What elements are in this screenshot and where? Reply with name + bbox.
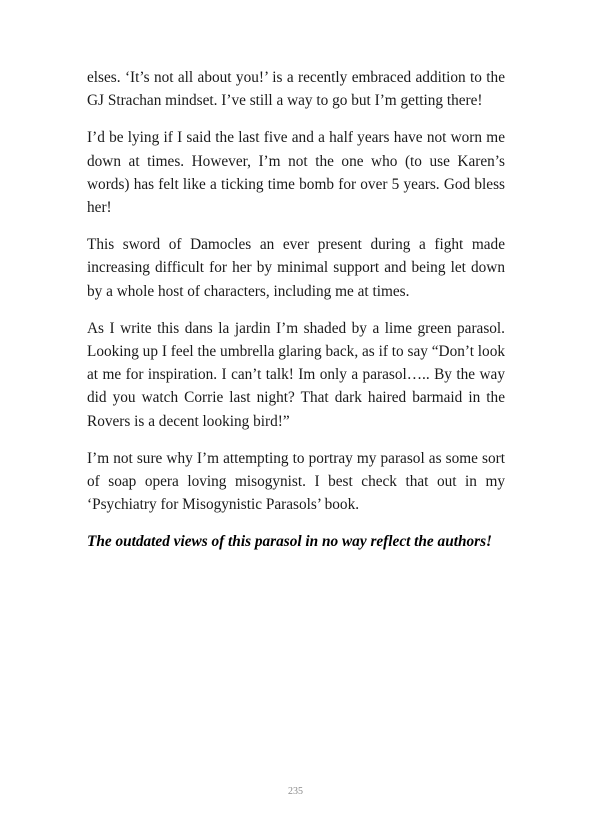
paragraph-4: As I write this dans la jardin I’m shaded by a lime green parasol. Looking up I feel the umbrella glaring back, as if to say “Don’t look at me for inspiration. I can’t talk! Im only a parasol….. By the way did you watch Corrie last night? That dark haired barmaid in the Rovers is a decent looking bird!” bbox=[87, 319, 505, 430]
page-number: 235 bbox=[288, 786, 303, 797]
paragraph-2: I’d be lying if I said the last five and a half years have not worn me down at times. However, I’m not the one who (to use Karen’s words) has felt like a ticking time bomb for over 5 years. God bless her! bbox=[87, 129, 505, 217]
body-text bbox=[87, 66, 505, 568]
paragraph-5: I’m not sure why I’m attempting to portray my parasol as some sort of soap opera loving misogynist. I best check that out in my ‘Psychiatry for Misogynistic Parasols’ book. bbox=[87, 449, 505, 514]
paragraph-1: elses. ‘It’s not all about you!’ is a recently embraced addition to the GJ Strachan mindset. I’ve still a way to go but I’m getting there! bbox=[87, 69, 505, 110]
closing-disclaimer: The outdated views of this parasol in no way reflect the authors! bbox=[87, 533, 492, 551]
paragraph-3: This sword of Damocles an ever present during a fight made increasing difficult for her by minimal support and being let down by a whole host of characters, including me at times. bbox=[87, 236, 505, 300]
